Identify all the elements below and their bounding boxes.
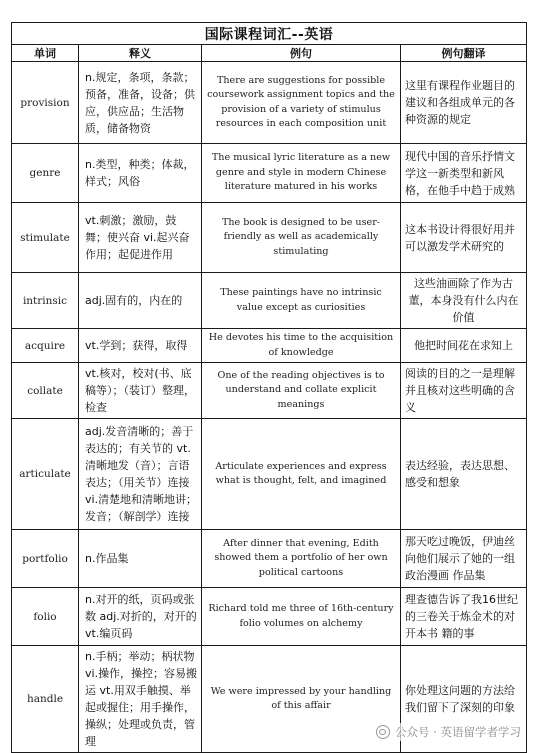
word-cell: acquire [12, 329, 79, 363]
header-word: 单词 [12, 45, 79, 62]
translation-cell: 现代中国的音乐抒情文学这一新类型和新风格，在他手中趋于成熟 [401, 144, 527, 203]
meaning-cell: adj.发音清晰的；善于表达的；有关节的 vt.清晰地发（音）；言语表达；（用关节）连接 vi.清楚地和清晰地讲；发音；（解剖学）连接 [79, 419, 202, 530]
example-cell: These paintings have no intrinsic value except as curiosities [202, 273, 401, 329]
word-cell: collate [12, 363, 79, 419]
example-cell: The book is designed to be user-friendly as well as academically stimulating [202, 203, 401, 273]
table-row [12, 62, 527, 144]
word-cell: handle [12, 646, 79, 753]
vocab-sheet [11, 22, 526, 753]
translation-cell: 他把时间花在求知上 [401, 329, 527, 363]
watermark-text: 公众号 · 英语留学者学习 [395, 725, 521, 739]
header-translation: 例句翻译 [401, 45, 527, 62]
title-row [12, 23, 527, 45]
table-row [12, 530, 527, 588]
translation-cell: 表达经验，表达思想、感受和想象 [401, 419, 527, 530]
table-row [12, 363, 527, 419]
table-row [12, 588, 527, 646]
wechat-icon [376, 725, 390, 739]
example-cell: One of the reading objectives is to understand and collate explicit meanings [202, 363, 401, 419]
table-title: 国际课程词汇--英语 [12, 23, 527, 45]
table-row [12, 144, 527, 203]
table-row [12, 273, 527, 329]
word-cell: folio [12, 588, 79, 646]
meaning-cell: vt.刺激；激励，鼓舞；使兴奋 vi.起兴奋作用；起促进作用 [79, 203, 202, 273]
table-row [12, 419, 527, 530]
header-example: 例句 [202, 45, 401, 62]
word-cell: articulate [12, 419, 79, 530]
word-cell: portfolio [12, 530, 79, 588]
translation-cell: 理查德告诉了我16世纪的三卷关于炼金术的对开本书 籍的事 [401, 588, 527, 646]
meaning-cell: n.规定，条项，条款；预备，准备，设备；供应，供应品；生活物质，储备物资 [79, 62, 202, 144]
meaning-cell: adj.固有的，内在的 [79, 273, 202, 329]
header-meaning: 释义 [79, 45, 202, 62]
example-cell: Articulate experiences and express what is thought, felt, and imagined [202, 419, 401, 530]
table-row [12, 329, 527, 363]
example-cell: The musical lyric literature as a new genre and style in modern Chinese literature matured in his works [202, 144, 401, 203]
meaning-cell: n.类型，种类；体裁，样式；风俗 [79, 144, 202, 203]
word-cell: provision [12, 62, 79, 144]
example-cell: He devotes his time to the acquisition of knowledge [202, 329, 401, 363]
meaning-cell: vt.学到；获得，取得 [79, 329, 202, 363]
meaning-cell: n.对开的纸，页码或张数 adj.对折的，对开的 vt.编页码 [79, 588, 202, 646]
translation-cell: 阅读的目的之一是理解并且核对这些明确的含义 [401, 363, 527, 419]
meaning-cell: n.手柄；举动；柄状物 vi.操作，操控；容易搬运 vt.用双手触摸、举起或握住；用手操作，操纵；处理或负责，管理 [79, 646, 202, 753]
example-cell: There are suggestions for possible coursework assignment topics and the provision of a variety of stimulus resources in each composition unit [202, 62, 401, 144]
watermark [373, 723, 524, 741]
translation-cell: 这些油画除了作为古董，本身没有什么内在价值 [401, 273, 527, 329]
meaning-cell: n.作品集 [79, 530, 202, 588]
word-cell: stimulate [12, 203, 79, 273]
word-cell: genre [12, 144, 79, 203]
translation-cell: 这本书设计得很好用并可以激发学术研究的 [401, 203, 527, 273]
header-row [12, 45, 527, 62]
table-row [12, 203, 527, 273]
word-cell: intrinsic [12, 273, 79, 329]
vocab-table [11, 22, 527, 753]
translation-cell: 你处理这问题的方法给我们留下了深刻的印象 [401, 646, 527, 753]
meaning-cell: vt.核对，校对(书、底稿等）；（装订）整理，检查 [79, 363, 202, 419]
translation-cell: 这里有课程作业题目的建议和各组成单元的各种资源的规定 [401, 62, 527, 144]
example-cell: Richard told me three of 16th-century folio volumes on alchemy [202, 588, 401, 646]
translation-cell: 那天吃过晚饭，伊迪丝向他们展示了她的一组政治漫画 作品集 [401, 530, 527, 588]
example-cell: We were impressed by your handling of this affair [202, 646, 401, 753]
example-cell: After dinner that evening, Edith showed them a portfolio of her own political cartoons [202, 530, 401, 588]
